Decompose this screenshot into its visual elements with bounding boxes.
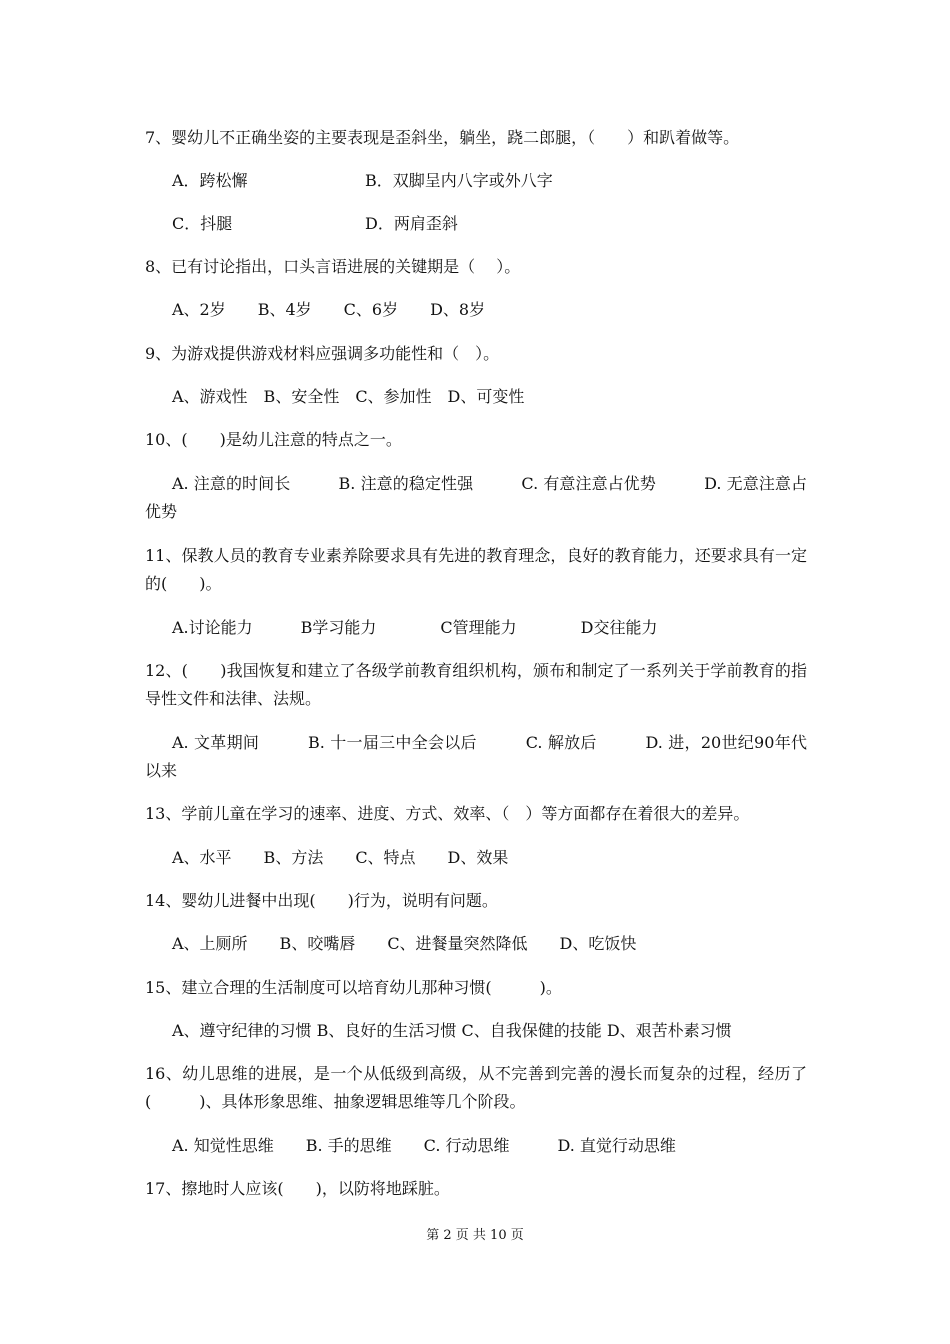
question-11-options: A.讨论能力 B学习能力 C管理能力 D交往能力 <box>172 618 658 637</box>
question-7-option-c: C．抖腿 <box>172 214 233 233</box>
question-15: 15、建立合理的生活制度可以培育幼儿那种习惯( )。 <box>145 978 562 997</box>
question-7-option-d: D．两肩歪斜 <box>365 214 458 233</box>
question-13: 13、学前儿童在学习的速率、进度、方式、效率、（ ）等方面都存在着很大的差异。 <box>145 804 750 823</box>
question-14-options: A、上厕所 B、咬嘴唇 C、进餐量突然降低 D、吃饭快 <box>172 934 637 953</box>
question-7: 7、婴幼儿不正确坐姿的主要表现是歪斜坐，躺坐，跷二郎腿，（ ）和趴着做等。 <box>145 128 740 147</box>
question-12-options: A. 文革期间 B. 十一届三中全会以后 C. 解放后 D. 进，20世纪90年代以来 <box>145 733 807 780</box>
question-12: 12、( )我国恢复和建立了各级学前教育组织机构，颁布和制定了一系列关于学前教育的指导性文件和法律、法规。 <box>145 661 807 708</box>
question-10: 10、( )是幼儿注意的特点之一。 <box>145 430 402 449</box>
question-15-options: A、遵守纪律的习惯 B、良好的生活习惯 C、自我保健的技能 D、艰苦朴素习惯 <box>172 1021 732 1040</box>
question-8-options: A、2岁 B、4岁 C、6岁 D、8岁 <box>172 300 486 319</box>
question-14: 14、婴幼儿进餐中出现( )行为，说明有问题。 <box>145 891 498 910</box>
question-10-options: A. 注意的时间长 B. 注意的稳定性强 C. 有意注意占优势 D. 无意注意占优势 <box>145 474 807 521</box>
question-8: 8、已有讨论指出，口头言语进展的关键期是（ ）。 <box>145 257 521 276</box>
question-13-options: A、水平 B、方法 C、特点 D、效果 <box>172 848 509 867</box>
question-16: 16、幼儿思维的进展，是一个从低级到高级，从不完善到完善的漫长而复杂的过程，经历了( )、具体形象思维、抽象逻辑思维等几个阶段。 <box>145 1064 807 1111</box>
question-7-option-a: A．跨松懈 <box>172 171 248 190</box>
question-17: 17、擦地时人应该( )，以防将地踩脏。 <box>145 1179 450 1198</box>
question-11: 11、保教人员的教育专业素养除要求具有先进的教育理念，良好的教育能力，还要求具有一定的( )。 <box>145 546 807 593</box>
question-7-option-b: B．双脚呈内八字或外八字 <box>365 171 553 190</box>
question-9: 9、为游戏提供游戏材料应强调多功能性和（ ）。 <box>145 344 500 363</box>
question-16-options: A. 知觉性思维 B. 手的思维 C. 行动思维 D. 直觉行动思维 <box>172 1136 676 1155</box>
question-9-options: A、游戏性 B、安全性 C、参加性 D、可变性 <box>172 387 525 406</box>
page-footer: 第 2 页 共 10 页 <box>426 1228 524 1243</box>
